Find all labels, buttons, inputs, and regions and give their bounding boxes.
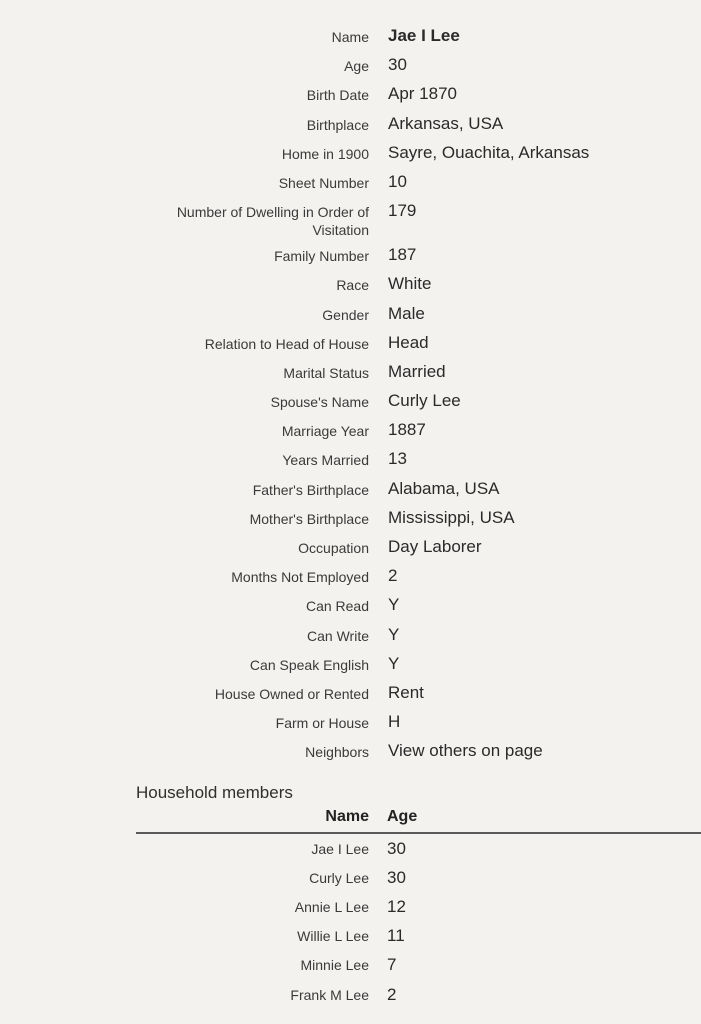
record-value: 187 [388,245,417,265]
record-value: Apr 1870 [388,84,457,104]
record-row [0,504,701,533]
record-label: Can Speak English [249,656,369,673]
record-row [0,708,701,737]
record-row [0,650,701,679]
record-value: Male [388,303,425,323]
record-value: Jae I Lee [388,26,460,45]
record-row [0,300,701,329]
record-label: Spouse's Name [270,394,369,411]
record-row [0,241,701,270]
record-value: Curly Lee [388,391,461,411]
record-label: Gender [322,306,369,323]
record-label: Birthplace [306,116,369,133]
record-label: Race [336,277,369,294]
record-row [0,591,701,620]
record-row [0,139,701,168]
record-row [0,475,701,504]
record-row [0,621,701,650]
record-value: Married [388,361,446,381]
record-row [0,533,701,562]
record-row [0,22,701,51]
record-row [0,80,701,109]
household-member-name: Annie L Lee [294,898,369,915]
record-row [0,168,701,197]
record-value: 13 [388,449,407,469]
household-member-age: 30 [387,867,406,887]
record-row [0,445,701,474]
record-row [0,270,701,299]
household-member-name: Willie L Lee [297,928,369,945]
household-section [0,782,701,1009]
record-label: Months Not Employed [231,569,369,586]
record-label: Marital Status [283,364,369,381]
household-member-age: 2 [387,984,397,1004]
household-title: Household members [136,783,293,802]
record-value: Alabama, USA [388,478,500,498]
household-member-age: 11 [387,926,405,946]
household-member-row [136,980,701,1009]
record-row [0,679,701,708]
record-label: Years Married [282,452,369,469]
record-label: Relation to Head of House [204,335,369,352]
record-label: Farm or House [275,715,369,732]
record-label: Neighbors [305,744,369,761]
record-value: 10 [388,171,407,191]
record-row [0,416,701,445]
record-label: Marriage Year [281,423,369,440]
record-label: Occupation [298,540,369,556]
record-row [0,358,701,387]
record-label: Home in 1900 [281,145,369,162]
record-label: Sheet Number [278,174,369,191]
record-label: Birth Date [306,87,369,104]
record-row [0,197,701,241]
household-table-header [136,806,701,834]
household-member-age: 30 [387,838,406,858]
record-value: Y [388,653,400,673]
household-member-row [136,863,701,892]
record-label: Number of Dwelling in Order of Visitation [176,204,369,239]
record-value: 1887 [388,420,426,440]
record-label: Can Read [305,598,369,615]
record-value: 179 [388,201,417,221]
record-value: 30 [388,55,407,75]
record-value: Sayre, Ouachita, Arkansas [388,142,590,162]
record-value: Day Laborer [388,537,482,556]
record-label: Name [331,29,369,45]
record-value: Head [388,332,429,352]
record-label: Mother's Birthplace [249,510,369,527]
record-value: White [388,274,432,294]
record-row [0,51,701,80]
record-label: Father's Birthplace [252,481,369,498]
record-value: Y [388,595,400,615]
record-label: Family Number [274,248,369,265]
record-label: Age [344,58,369,75]
record-value: Y [388,624,400,644]
household-member-row [136,834,701,863]
record-value: H [388,712,401,732]
household-member-name: Minnie Lee [300,957,369,974]
record-label: House Owned or Rented [214,685,369,702]
household-member-age: 7 [387,955,397,975]
record-row [0,737,701,766]
household-age-column-header: Age [387,808,418,825]
record-value: Mississippi, USA [388,507,515,527]
household-name-column-header: Name [325,808,369,825]
household-table-body [0,834,701,1009]
household-member-row [136,892,701,921]
household-member-name: Jae I Lee [311,840,369,857]
record-value: Arkansas, USA [388,113,504,133]
record-row [0,562,701,591]
record-row [0,110,701,139]
household-member-row [136,922,701,951]
record-details [0,22,701,767]
record-label: Can Write [307,627,369,644]
record-row [0,329,701,358]
household-member-name: Curly Lee [309,869,369,886]
household-member-name: Frank M Lee [290,986,369,1003]
view-neighbors-link[interactable]: View others on page [388,741,543,761]
record-value: Rent [388,682,424,702]
household-member-row [136,951,701,980]
record-row [0,387,701,416]
record-value: 2 [388,566,398,586]
household-member-age: 12 [387,896,406,916]
